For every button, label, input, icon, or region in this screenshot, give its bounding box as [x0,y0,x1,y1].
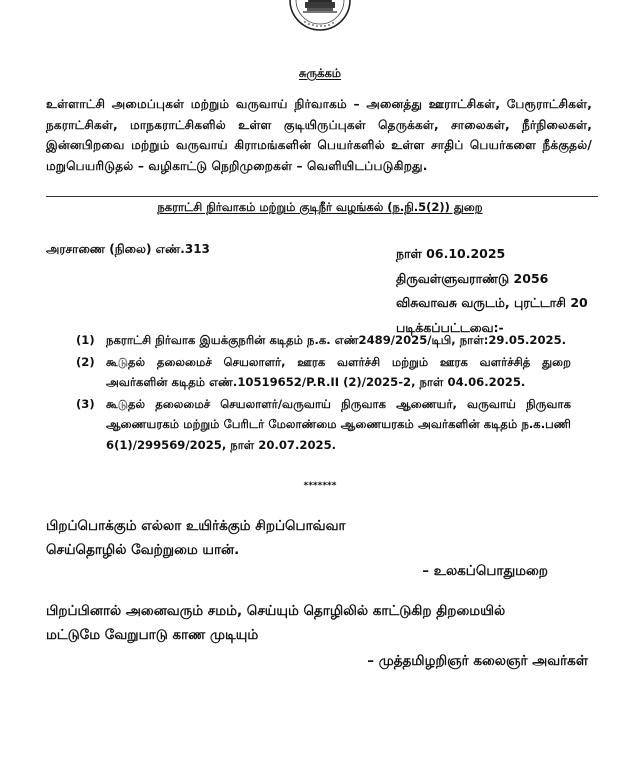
tamil-calendar-date: விசுவாவசு வருடம், புரட்டாசி 20 [396,295,588,310]
department-title-text: நகராட்சி நிர்வாகம் மற்றும் குடிநீர் வழங்கல் (ந.நி.5(2)) துறை [157,200,483,214]
reference-text: நகராட்சி நிர்வாக இயக்குநரின் கடிதம் ந.க. எண்2489/2025/டிபி, நாள்:29.05.2025. [106,333,567,347]
quote-attribution: – முத்தமிழறிஞர் கலைஞர் அவர்கள் [367,653,588,669]
reference-number: (3) [76,396,95,411]
reference-item [76,330,571,351]
reference-item [76,352,571,393]
date-block [396,242,588,340]
reference-number: (1) [76,333,95,347]
quote-line: மட்டுமே வேறுபாடு காண முடியும் [46,627,259,643]
government-order-number: அரசாணை (நிலை) எண்.313 [46,242,210,256]
thirukkural-quote [46,514,346,562]
quote-line: செய்தொழில் வேற்றுமை யான். [46,542,240,558]
tamil-nadu-emblem-icon [287,0,353,32]
department-title [0,200,640,216]
divider [46,196,598,197]
abstract-heading [0,66,640,82]
read-label: படிக்கப்பட்டவை:- [396,319,504,335]
abstract-text: உள்ளாட்சி அமைப்புகள் மற்றும் வருவாய் நிர்வாகம் – அனைத்து ஊராட்சிகள், பேரூராட்சிகள், நகராட்சிகள், மாநகராட்சிகளில் உள்ள குடியிருப்புகள் தெருக்கள், சாலைகள், நீர்நிலைகள், இன்னபிறவை மற்றும் வருவாய் கிராமங்களின் பெயர்களில் உள்ள சாதிப் பெயர்களை நீக்குதல்/மறுபெயரிடுதல் – வழிகாட்டு நெறிமுறைகள் – வெளியிடப்படுகிறது. [46,97,592,173]
reference-item [76,394,571,456]
quote-line: பிறப்பினால் அனைவரும் சமம், செய்யும் தொழிலில் காட்டுகிற திறமையில் [46,603,506,619]
quote-line: பிறப்பொக்கும் எல்லா உயிர்க்கும் சிறப்பொவ்வா [46,518,346,534]
references-list [76,330,571,456]
abstract-heading-text: சுருக்கம் [298,66,342,80]
thiruvalluvar-year: திருவள்ளுவராண்டு 2056 [396,270,549,286]
reference-text: கூடுதல் தலைமைச் செயலாளர்/வருவாய் நிருவாக ஆணையர், வருவாய் நிருவாக ஆணையரகம் மற்றும் பேரிடர் மேலாண்மை ஆணையரகம் அவர்களின் கடிதம் ந.க.பணி 6(1)/299569/2025, நாள் 20.07.2025. [106,396,571,452]
quote-attribution: – உலகப்பொதுமறை [422,563,548,579]
date: நாள் 06.10.2025 [396,246,506,261]
reference-number: (2) [76,354,95,369]
kalaignar-quote [46,599,606,647]
reference-text: கூடுதல் தலைமைச் செயலாளர், ஊரக வளர்ச்சி மற்றும் ஊரக வளர்ச்சித் துறை அவர்களின் கடிதம் எண்.10519652/P.R.II (2)/2025-2, நாள் 04.06.2025. [106,354,571,389]
section-separator: ******* [303,481,337,491]
